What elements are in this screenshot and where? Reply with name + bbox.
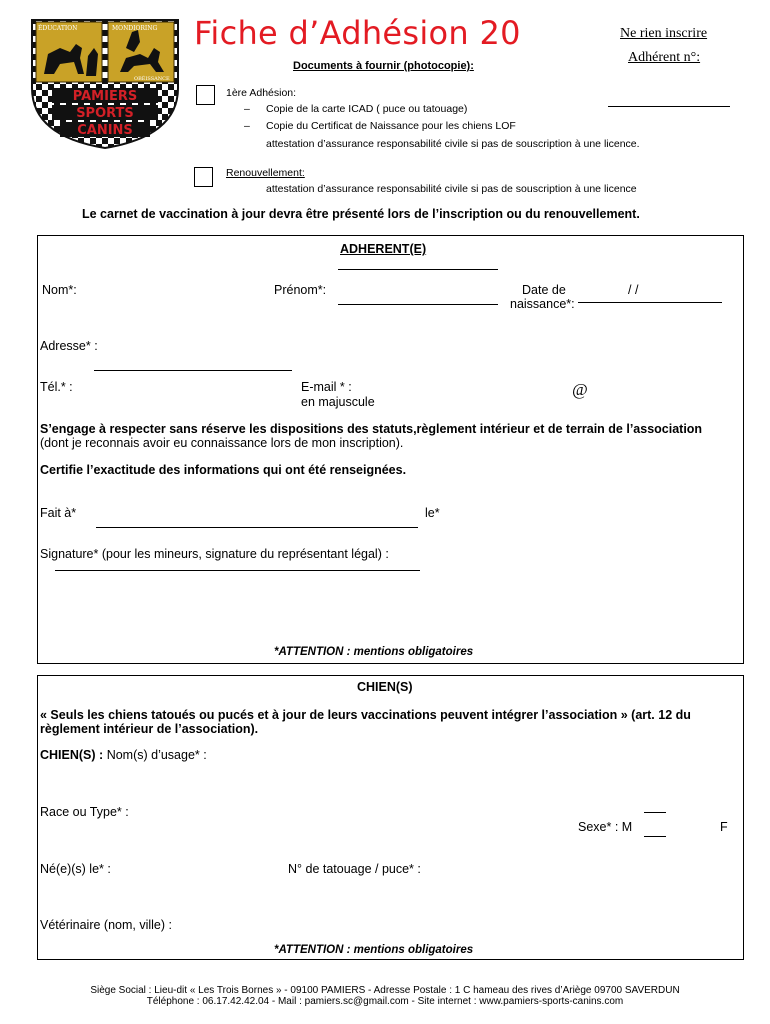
engagement-text: S’engage à respecter sans réserve les dispositions des statuts,règlement intérieur et de terrain de l’association: [40, 422, 703, 436]
chien-attention: *ATTENTION : mentions obligatoires: [274, 944, 474, 956]
list-item: Copie de la carte ICAD ( puce ou tatouage): [266, 103, 468, 115]
documents-label: Documents à fournir (photocopie):: [293, 60, 474, 72]
adherent-heading: ADHERENT(E): [340, 242, 427, 256]
nom-label: Nom*:: [42, 283, 77, 297]
list-item: attestation d’assurance responsabilité civile si pas de souscription à une licence.: [266, 138, 640, 150]
ne-le-label: Né(e)(s) le* :: [40, 862, 111, 876]
carnet-vaccination-note: Le carnet de vaccination à jour devra être présenté lors de l’inscription ou du renouvellement.: [82, 207, 640, 221]
chien-heading: CHIEN(S): [357, 680, 413, 694]
footer-contact: Téléphone : 06.17.42.42.04 - Mail : pamiers.sc@gmail.com - Site internet : www.pamiers-sports-canins.com: [146, 996, 624, 1007]
date-naissance-label-1: Date de: [522, 283, 566, 297]
date-slashes: / /: [628, 283, 639, 297]
premiere-adhesion-checkbox[interactable]: [196, 85, 215, 105]
tatouage-label: N° de tatouage / puce* :: [288, 862, 421, 876]
list-bullet: –: [244, 120, 250, 132]
prenom-label: Prénom*:: [274, 283, 327, 297]
chien-notice-2: règlement intérieur de l’association).: [40, 722, 259, 736]
page-title: Fiche d’Adhésion 20: [194, 14, 521, 52]
list-bullet: –: [244, 103, 250, 115]
adherent-number-label: Adhérent n°:: [628, 50, 701, 65]
date-naissance-field[interactable]: [578, 302, 722, 303]
adresse-label: Adresse* :: [40, 339, 98, 353]
ne-rien-inscrire-label: Ne rien inscrire: [620, 26, 708, 41]
engagement-text-rest: (dont je reconnais avoir eu connaissance lors de mon inscription).: [40, 436, 404, 450]
sexe-line-bottom: [644, 836, 666, 837]
veterinaire-label: Vétérinaire (nom, ville) :: [40, 918, 172, 932]
adherent-top-line: [338, 269, 498, 270]
adherent-attention: *ATTENTION : mentions obligatoires: [274, 646, 474, 658]
logo-tag-right: MONDIORING: [112, 25, 158, 32]
logo-line-2: SPORTS: [76, 106, 134, 121]
footer-address: Siège Social : Lieu-dit « Les Trois Bornes » - 09100 PAMIERS - Adresse Postale : 1 C hameau des rives d’Ariège 09700 SAVERDUN: [90, 985, 680, 996]
logo-tag-bottom: OBÉISSANCE: [134, 76, 170, 82]
chien-noms-label: CHIEN(S) :: [40, 748, 104, 762]
premiere-adhesion-title: 1ère Adhésion:: [226, 87, 297, 99]
club-logo: [30, 18, 180, 150]
email-note: en majuscule: [301, 395, 375, 409]
email-label: E-mail * :: [301, 380, 352, 394]
signature-label: Signature* (pour les mineurs, signature du représentant légal) :: [40, 547, 389, 561]
adherent-number-field[interactable]: [608, 106, 730, 107]
logo-line-1: PAMIERS: [72, 89, 138, 104]
le-label: le*: [425, 506, 440, 520]
signature-field[interactable]: [55, 570, 420, 571]
race-label: Race ou Type* :: [40, 805, 129, 819]
list-item: attestation d’assurance responsabilité civile si pas de souscription à une licence: [266, 183, 637, 195]
at-symbol: @: [572, 380, 588, 399]
sexe-label: Sexe* : M: [578, 820, 633, 834]
chien-notice-1: « Seuls les chiens tatoués ou pucés et à jour de leurs vaccinations peuvent intégrer l’association » (art. 12 du: [40, 708, 691, 722]
sexe-line-top: [644, 812, 666, 813]
tel-label: Tél.* :: [40, 380, 73, 394]
logo-line-3: CANINS: [77, 123, 133, 138]
chien-noms-rest: Nom(s) d’usage* :: [106, 748, 207, 762]
logo-tag-left: ÉDUCATION: [38, 25, 78, 32]
fait-a-label: Fait à*: [40, 506, 77, 520]
certifie-text: Certifie l’exactitude des informations qui ont été renseignées.: [40, 463, 407, 477]
prenom-field[interactable]: [338, 304, 498, 305]
adresse-field[interactable]: [94, 370, 292, 371]
fait-a-field[interactable]: [96, 527, 418, 528]
sexe-f-label: F: [720, 820, 728, 834]
list-item: Copie du Certificat de Naissance pour les chiens LOF: [266, 120, 516, 132]
renouvellement-checkbox[interactable]: [194, 167, 213, 187]
date-naissance-label-2: naissance*:: [510, 297, 575, 311]
renouvellement-title: Renouvellement:: [226, 167, 305, 179]
